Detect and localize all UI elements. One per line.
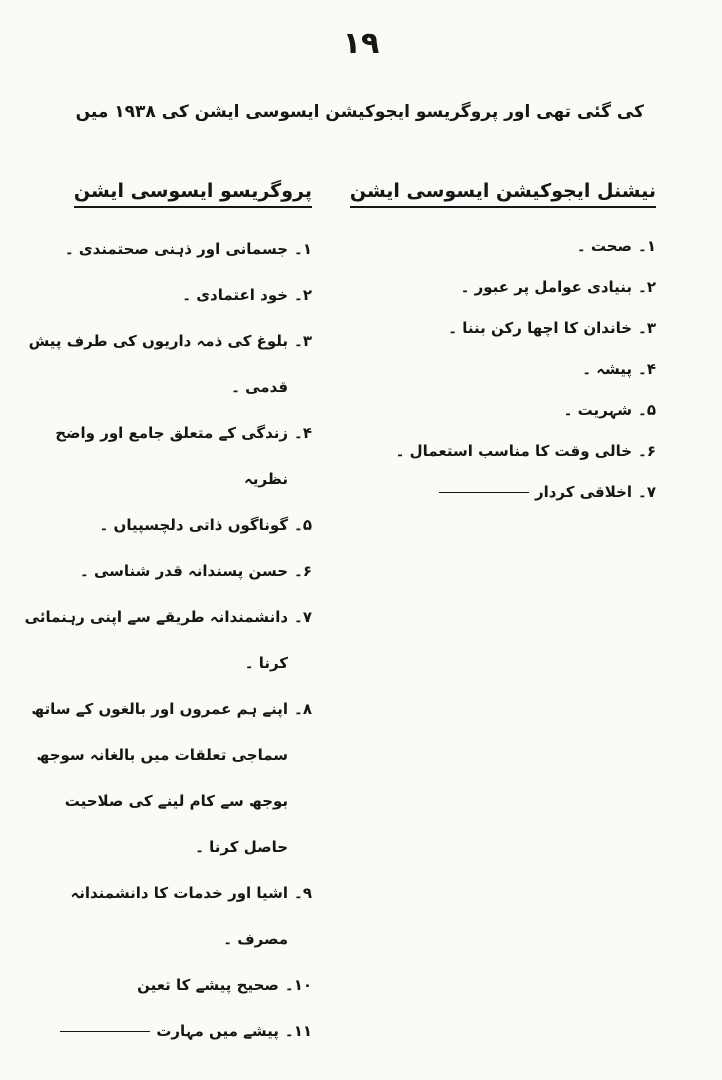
item-text: زندگی کے متعلق جامع اور واضح نظریہ [55,424,289,488]
item-text: بلوغ کی ذمہ داریوں کی طرف پیش قدمی ۔ [28,332,289,396]
item-number: ۴۔ [294,424,312,442]
item-text: پیشہ ۔ [582,360,633,378]
national-association-list [386,226,656,513]
item-text: گوناگوں ذاتی دلچسپیاں ۔ [99,516,289,534]
national-association-heading: نیشنل ایجوکیشن ایسوسی ایشن [350,180,656,208]
list-item [22,272,312,318]
item-text: بنیادی عوامل پر عبور ۔ [460,278,633,296]
list-item [22,502,312,548]
item-number: ۳۔ [294,332,312,350]
item-number: ۱۰۔ [284,976,312,994]
item-text [22,1008,279,1054]
list-item [22,226,312,272]
list-item [22,870,312,962]
list-item [386,431,656,472]
item-number: ۸۔ [294,700,312,718]
item-text-content: پیشے میں مہارت [156,1022,279,1040]
item-number: ۱۱۔ [284,1022,312,1040]
list-item [22,318,312,410]
item-number: ۷۔ [294,608,312,626]
list-item [386,472,656,513]
list-item [22,548,312,594]
item-number: ۵۔ [294,516,312,534]
list-item [386,308,656,349]
item-number: ۱۔ [294,240,312,258]
item-text: خود اعتمادی ۔ [182,286,289,304]
list-item [22,594,312,686]
item-text: اپنے ہم عمروں اور بالغوں کے ساتھ سماجی تعلقات میں بالغانہ سوجھ بوجھ سے کام لینے کی صلاحیت حاصل کرنا ۔ [31,700,289,856]
trailing-rule [439,492,529,493]
progressive-association-heading: پروگریسو ایسوسی ایشن [74,180,312,208]
intro-line: کی گئی تھی اور پروگریسو ایجوکیشن ایسوسی ایشن کی ۱۹۳۸ میں [75,102,644,122]
list-item [386,349,656,390]
list-item [22,1008,312,1054]
item-number: ۶۔ [638,442,656,460]
item-number: ۹۔ [294,884,312,902]
item-text: دانشمندانہ طریقے سے اپنی رہنمائی کرنا ۔ [24,608,289,672]
item-text [386,472,632,513]
item-text: خاندان کا اچھا رکن بننا ۔ [448,319,633,337]
item-number: ۲۔ [638,278,656,296]
progressive-association-list [22,226,312,1054]
item-text: خالی وقت کا مناسب استعمال ۔ [395,442,633,460]
item-text: صحیح پیشے کا تعین [137,976,279,994]
list-item [22,410,312,502]
item-text: جسمانی اور ذہنی صحتمندی ۔ [64,240,289,258]
item-number: ۳۔ [638,319,656,337]
trailing-rule [60,1031,150,1032]
list-item [22,962,312,1008]
page-number: ۱۹ [342,26,380,61]
item-number: ۶۔ [294,562,312,580]
item-text-content: اخلاقی کردار [534,483,633,501]
list-item [22,686,312,870]
item-number: ۵۔ [638,401,656,419]
item-text: اشیا اور خدمات کا دانشمندانہ مصرف ۔ [70,884,289,948]
list-item [386,226,656,267]
item-text: صحت ۔ [576,237,633,255]
progressive-association-column [22,180,312,1054]
list-item [386,267,656,308]
item-number: ۲۔ [294,286,312,304]
item-text: حسن پسندانہ قدر شناسی ۔ [79,562,289,580]
item-text: شہریت ۔ [563,401,633,419]
item-number: ۴۔ [638,360,656,378]
item-number: ۷۔ [638,483,656,501]
item-number: ۱۔ [638,237,656,255]
list-item [386,390,656,431]
national-association-column [349,180,656,513]
